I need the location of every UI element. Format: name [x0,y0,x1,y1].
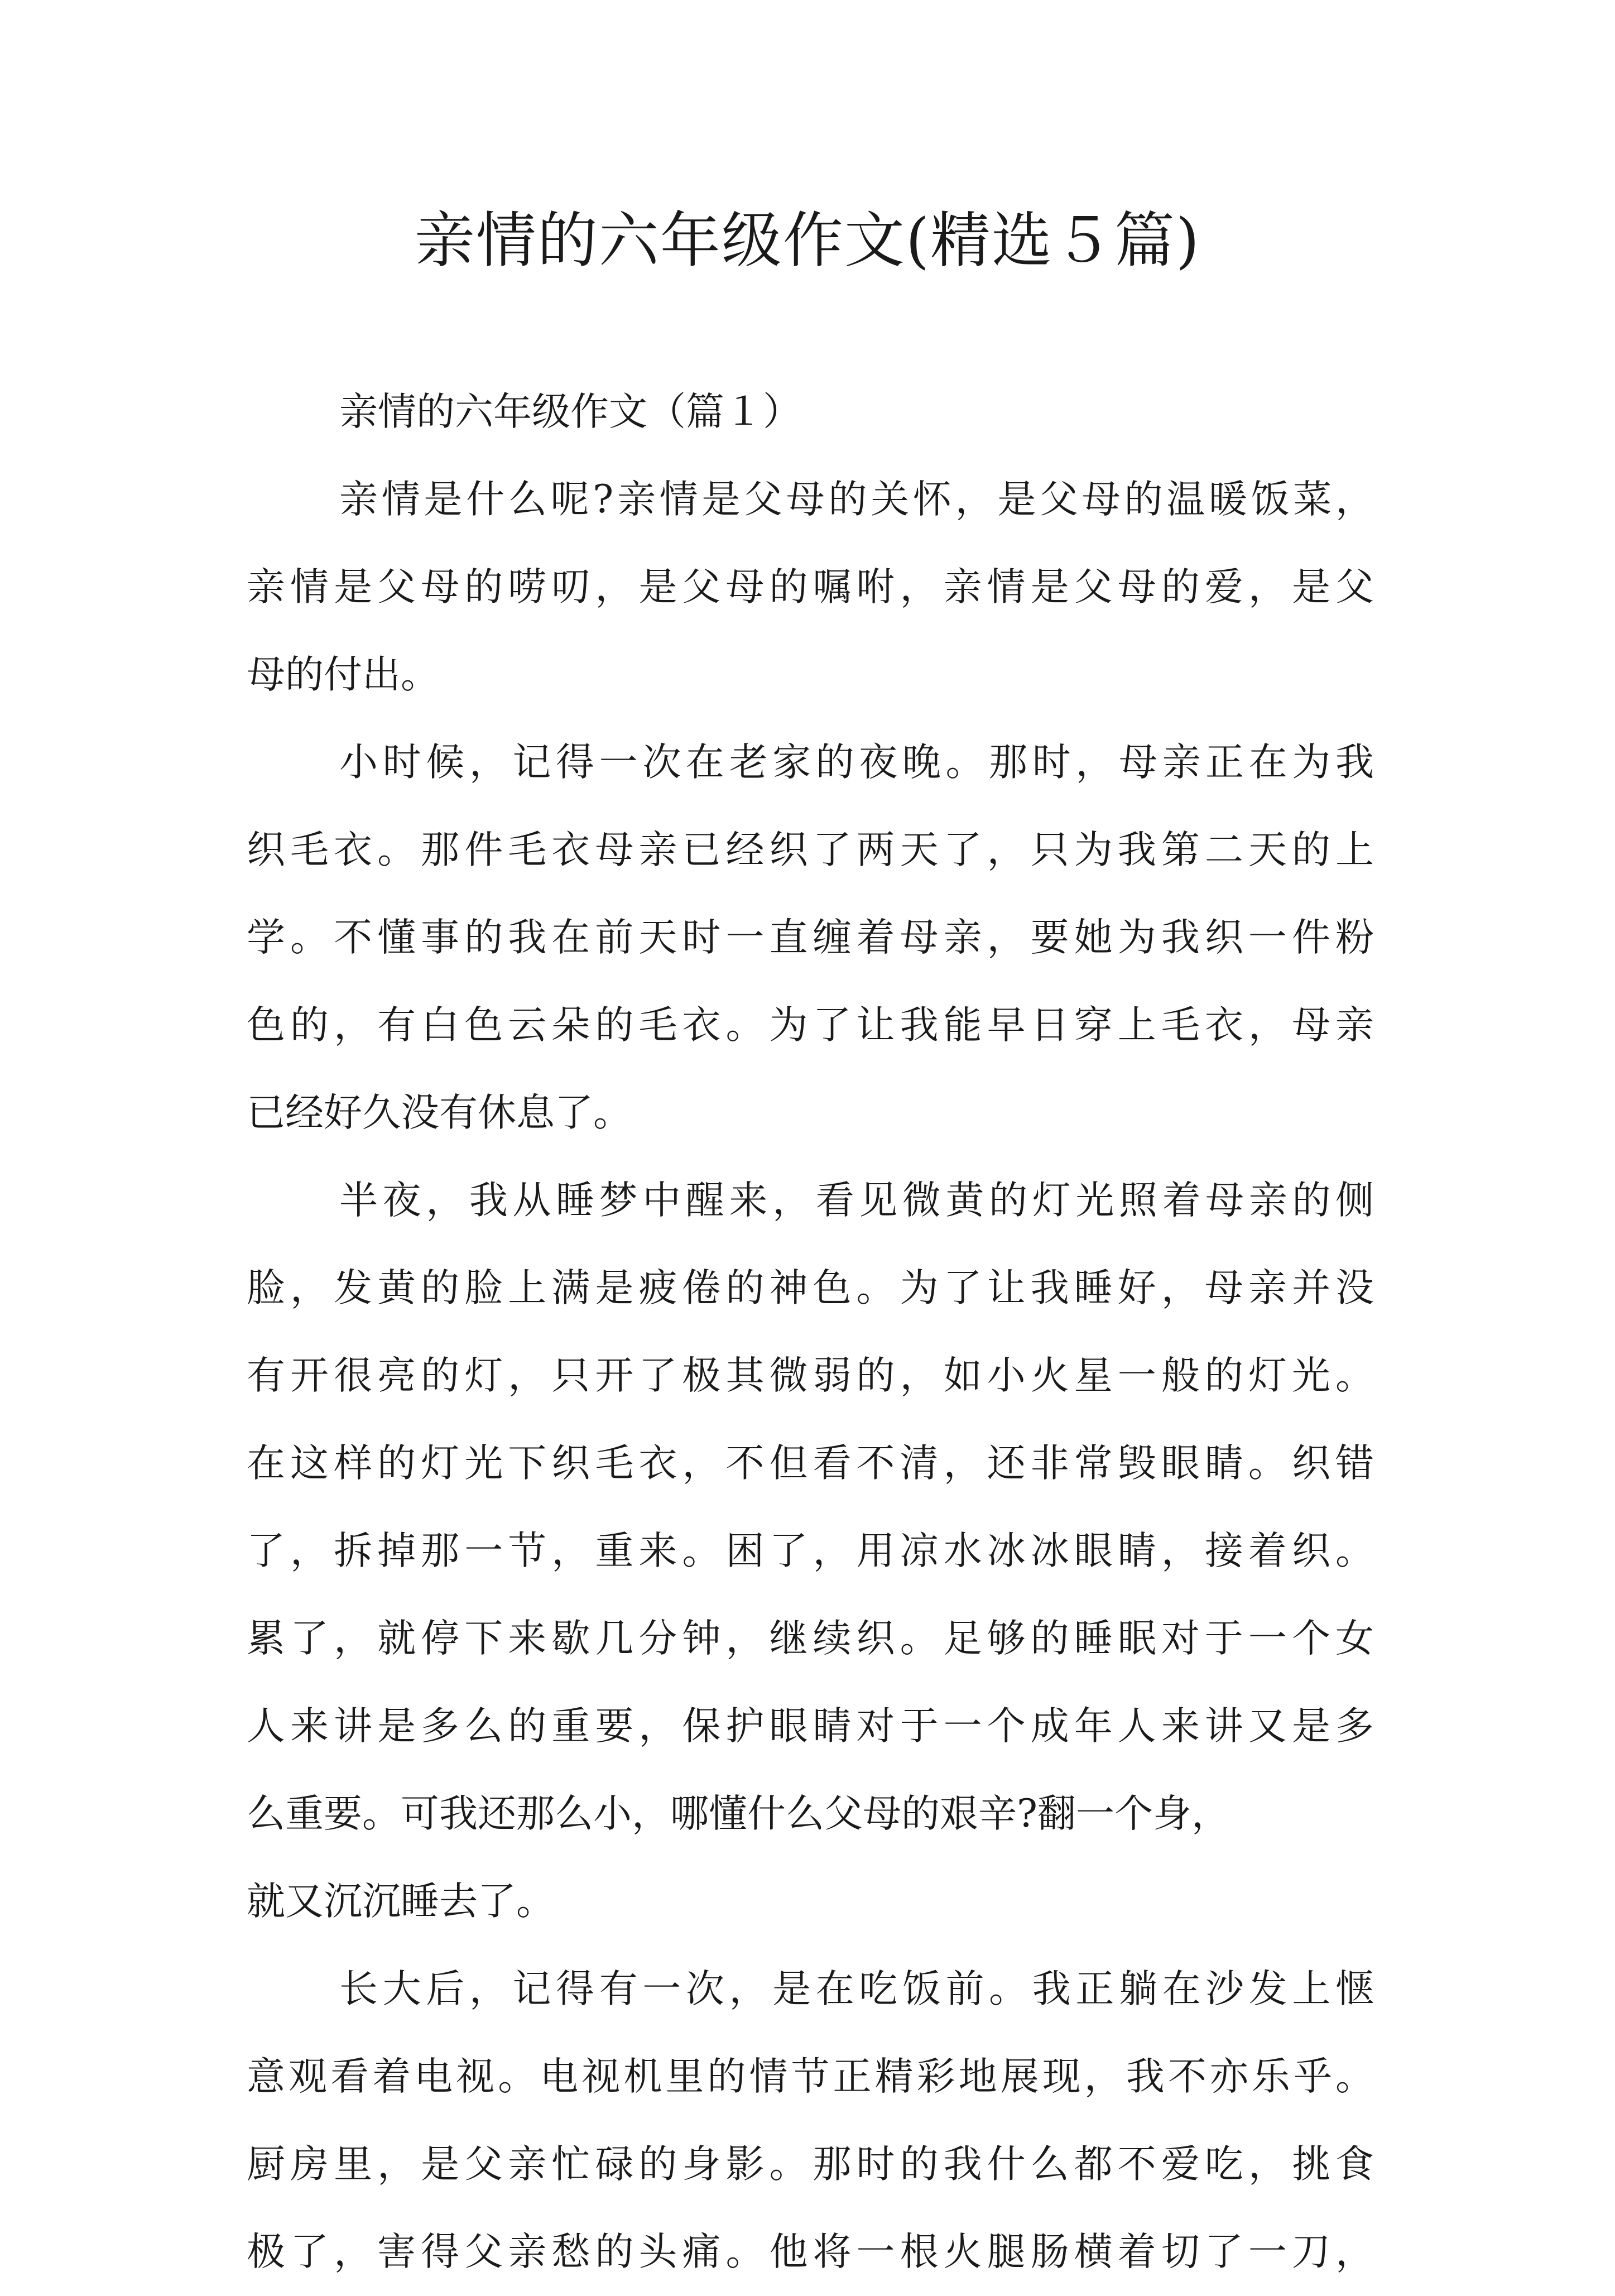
paragraph-line: 已经好久没有休息了。 [247,1091,632,1135]
paragraph-line: 织毛衣。那件毛衣母亲已经织了两天了，只为我第二天的上 [247,828,1374,872]
paragraph-line: 亲情是什么呢?亲情是父母的关怀，是父母的温暖饭菜， [339,477,1374,522]
paragraph-line: 极了，害得父亲愁的头痛。他将一根火腿肠横着切了一刀， [247,2230,1374,2274]
paragraph-line: 亲情是父母的唠叨，是父母的嘱咐，亲情是父母的爱，是父 [247,565,1374,609]
paragraph-line: 了，拆掉那一节，重来。困了，用凉水冰冰眼睛，接着织。 [247,1529,1374,1573]
paragraph-2 [247,719,1374,1157]
paragraph-line: 有开很亮的灯，只开了极其微弱的，如小火星一般的灯光。 [247,1353,1374,1398]
paragraph-line: 意观看着电视。电视机里的情节正精彩地展现，我不亦乐乎。 [247,2054,1374,2099]
paragraph-4 [247,1946,1374,2296]
document-title: 亲情的六年级作文(精选５篇) [414,206,1201,276]
paragraph-line: 小时候，记得一次在老家的夜晚。那时，母亲正在为我 [339,740,1374,785]
paragraph-3 [247,1157,1374,1946]
paragraph-line: 就又沉沉睡去了。 [247,1879,555,1924]
paragraph-line: 色的，有白色云朵的毛衣。为了让我能早日穿上毛衣，母亲 [247,1003,1374,1048]
section-heading: 亲情的六年级作文（篇１） [339,390,801,434]
paragraph-line: 人来讲是多么的重要，保护眼睛对于一个成年人来讲又是多 [247,1704,1374,1749]
paragraph-line: 厨房里，是父亲忙碌的身影。那时的我什么都不爱吃，挑食 [247,2142,1374,2187]
paragraph-line: 在这样的灯光下织毛衣，不但看不清，还非常毁眼睛。织错 [247,1441,1374,1486]
paragraph-line: 脸，发黄的脸上满是疲倦的神色。为了让我睡好，母亲并没 [247,1266,1374,1310]
paragraph-line: 么重要。可我还那么小，哪懂什么父母的艰辛?翻一个身， [247,1791,1230,1836]
paragraph-1 [247,456,1374,719]
paragraph-line: 半夜，我从睡梦中醒来，看见微黄的灯光照着母亲的侧 [339,1178,1374,1223]
paragraph-line: 长大后，记得有一次，是在吃饭前。我正躺在沙发上惬 [339,1967,1374,2011]
paragraph-line: 学。不懂事的我在前天时一直缠着母亲，要她为我织一件粉 [247,915,1374,960]
document-body [247,368,1374,2296]
paragraph-line: 累了，就停下来歇几分钟，继续织。足够的睡眠对于一个女 [247,1616,1374,1661]
paragraph-line: 母的付出。 [247,652,439,697]
